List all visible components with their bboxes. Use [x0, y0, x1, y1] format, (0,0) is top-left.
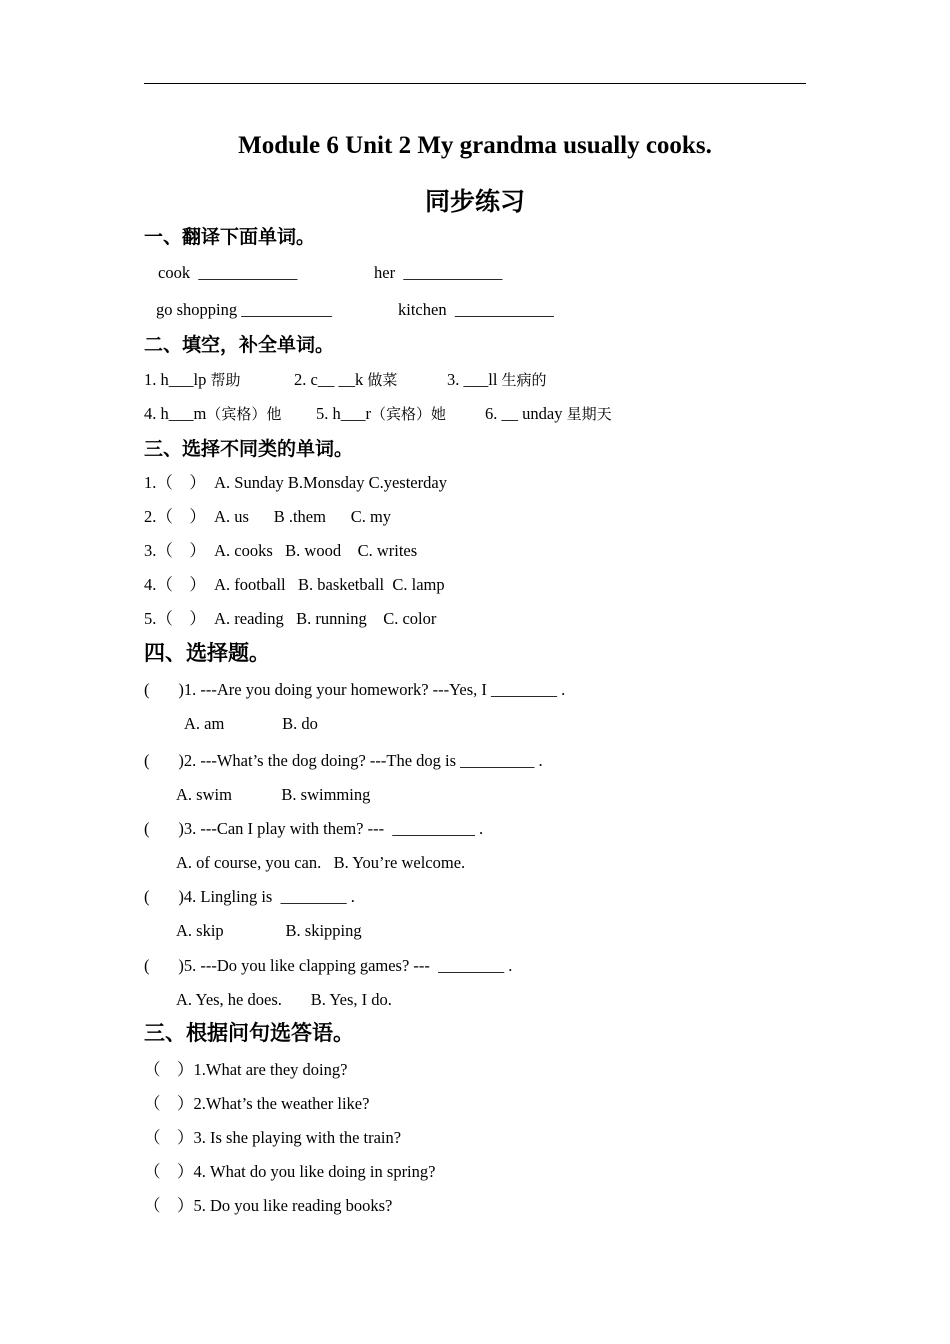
fill-item-1: 1. h___lp 帮助 [144, 370, 241, 389]
translate-item-her: her ____________ [374, 263, 503, 282]
translate-item-kitchen: kitchen ____________ [398, 300, 554, 319]
mc-question-2: ( )2. ---What’s the dog doing? ---The dog is _________ . [144, 751, 543, 770]
mc-options-1: A. am B. do [184, 714, 318, 733]
section5-heading: 三、根据问句选答语。 [144, 1021, 354, 1045]
page-title: Module 6 Unit 2 My grandma usually cooks. [238, 132, 712, 159]
fill-item-5: 5. h___r（宾格）她 [316, 404, 447, 423]
section1-heading: 一、翻译下面单词。 [144, 226, 316, 248]
translate-item-cook: cook ____________ [158, 263, 298, 282]
answer-question-4: （ ）4. What do you like doing in spring? [144, 1162, 436, 1181]
mc-options-2: A. swim B. swimming [176, 785, 371, 804]
answer-question-2: （ ）2.What’s the weather like? [144, 1094, 370, 1113]
odd-one-out-2: 2.（ ） A. us B .them C. my [144, 507, 392, 526]
mc-options-5: A. Yes, he does. B. Yes, I do. [176, 990, 392, 1009]
odd-one-out-1: 1.（ ） A. Sunday B.Monsday C.yesterday [144, 473, 447, 492]
fill-item-4: 4. h___m（宾格）他 [144, 404, 282, 423]
translate-item-go-shopping: go shopping ___________ [156, 300, 333, 319]
section3-heading: 三、选择不同类的单词。 [144, 438, 354, 460]
section2-heading: 二、填空，补全单词。 [144, 334, 335, 356]
header-rule [144, 83, 806, 84]
odd-one-out-4: 4.（ ） A. football B. basketball C. lamp [144, 575, 445, 594]
mc-question-3: ( )3. ---Can I play with them? --- __________ . [144, 819, 484, 838]
mc-question-4: ( )4. Lingling is ________ . [144, 887, 355, 906]
section4-heading: 四、选择题。 [144, 641, 270, 665]
mc-options-4: A. skip B. skipping [176, 921, 362, 940]
fill-item-3: 3. ___ll 生病的 [447, 370, 547, 389]
answer-question-3: （ ）3. Is she playing with the train? [144, 1128, 402, 1147]
odd-one-out-3: 3.（ ） A. cooks B. wood C. writes [144, 541, 418, 560]
odd-one-out-5: 5.（ ） A. reading B. running C. color [144, 609, 437, 628]
mc-question-5: ( )5. ---Do you like clapping games? --- ________ . [144, 956, 513, 975]
fill-item-6: 6. __ unday 星期天 [485, 404, 612, 423]
page-subtitle: 同步练习 [424, 187, 525, 216]
answer-question-1: （ ）1.What are they doing? [144, 1060, 348, 1079]
answer-question-5: （ ）5. Do you like reading books? [144, 1196, 393, 1215]
fill-item-2: 2. c__ __k 做菜 [294, 370, 398, 389]
mc-options-3: A. of course, you can. B. You’re welcome. [176, 853, 466, 872]
mc-question-1: ( )1. ---Are you doing your homework? ---Yes, I ________ . [144, 680, 566, 699]
